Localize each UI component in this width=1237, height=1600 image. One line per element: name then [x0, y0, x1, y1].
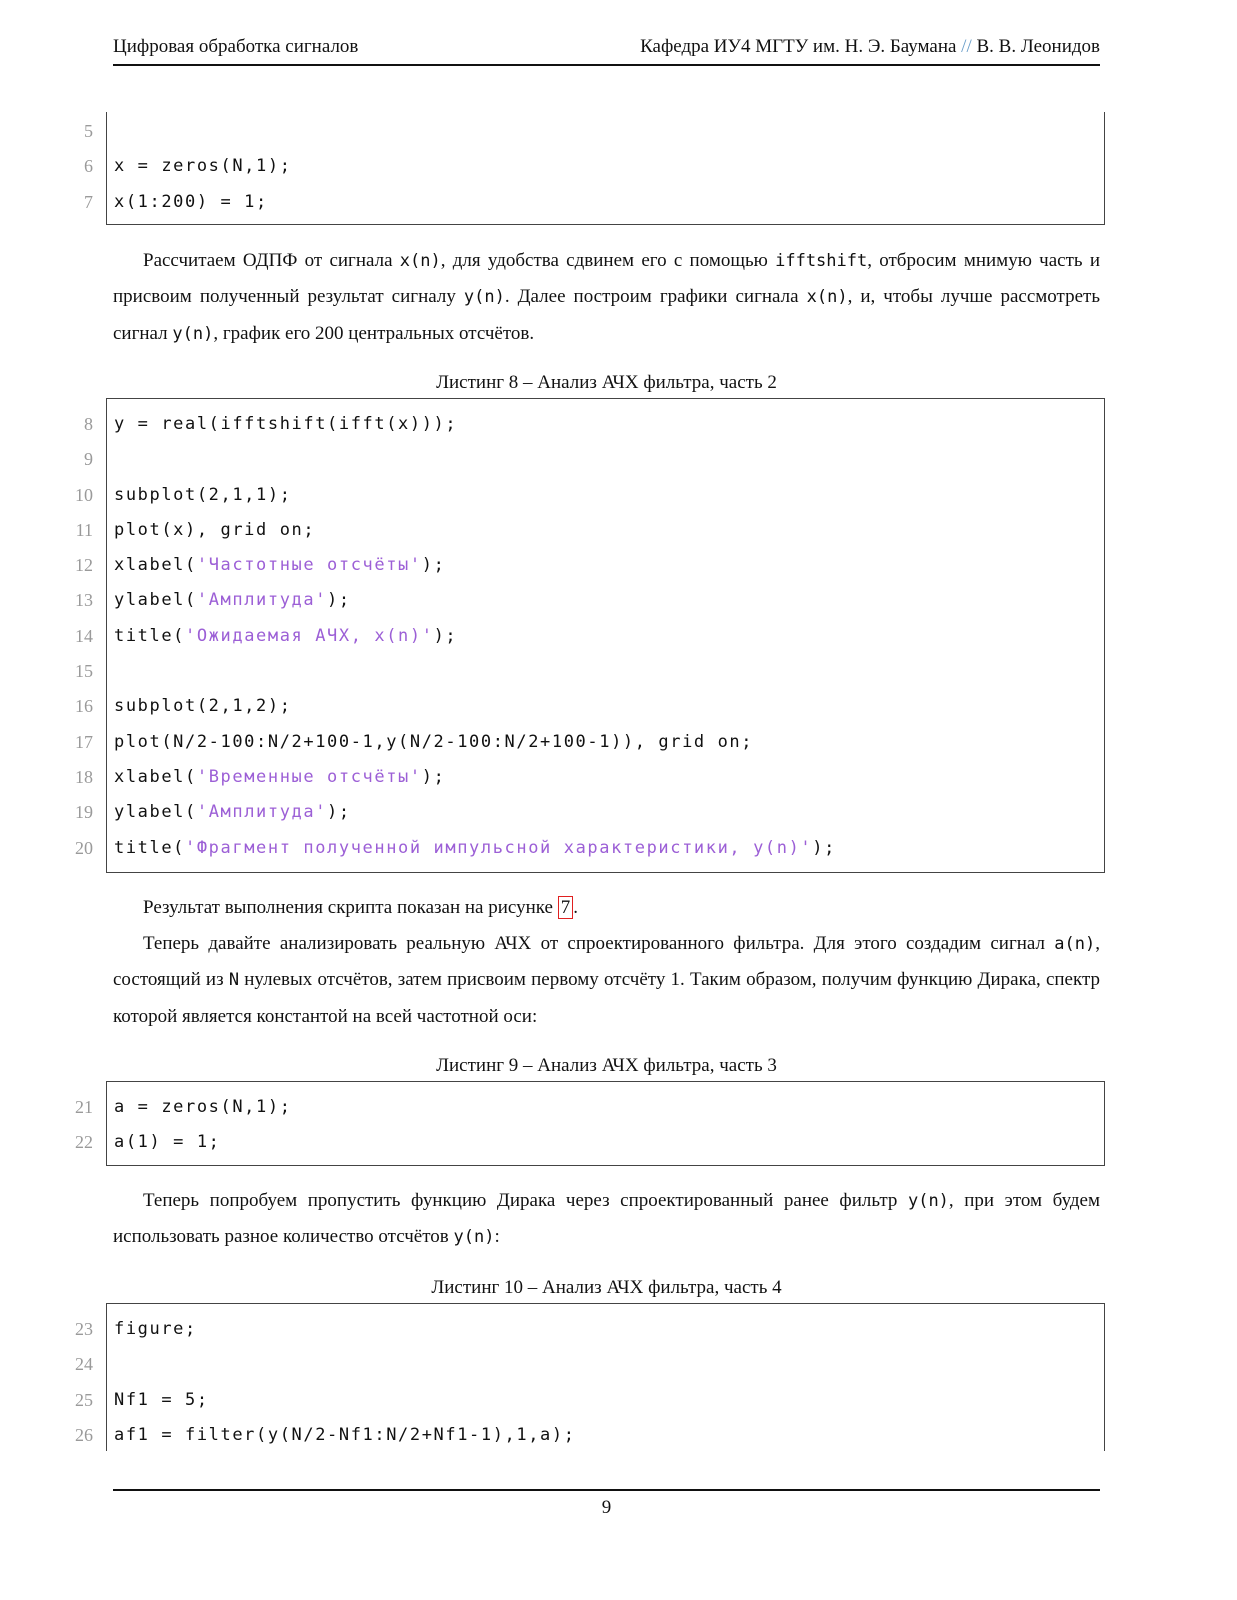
code-line: [75, 689, 1104, 724]
code-line: [75, 1418, 1104, 1453]
code-line: [84, 185, 1104, 220]
line-number: 15: [75, 661, 93, 682]
string-literal: 'Ожидаемая АЧХ, x(n)': [185, 625, 434, 646]
code-listing-8: [75, 398, 1105, 873]
paragraph-odpf: Рассчитаем ОДПФ от сигнала x(n), для удобства сдвинем его с помощью ifftshift, отбросим мнимую часть и присвоим полученный результат сигналу y(n). Далее построим графики сигнала x(n), и, чтобы лучше рассмотреть сигнал y(n), график его 200 центральных отсчётов.: [113, 250, 1100, 344]
line-number: 25: [75, 1389, 93, 1410]
code-listing-continued: [84, 112, 1105, 225]
line-number: 21: [75, 1097, 93, 1117]
code-line: [75, 1312, 1104, 1347]
code-line: [75, 548, 1104, 583]
line-number: 9: [84, 449, 93, 470]
line-number: 11: [75, 519, 93, 540]
code-text: figure;: [114, 1319, 197, 1339]
code-line: [75, 478, 1104, 513]
code-line: [75, 831, 1104, 866]
paragraph-result: Результат выполнения скрипта показан на рисунке 7 .: [143, 897, 578, 918]
line-number: 12: [75, 555, 93, 576]
code-text: af1 = filter(y(N/2-Nf1:N/2+Nf1-1),1,a);: [114, 1424, 576, 1445]
line-number: 23: [75, 1319, 93, 1339]
line-number: 20: [75, 837, 93, 858]
code-text: x(1:200) = 1;: [114, 191, 268, 212]
line-number: 13: [75, 590, 93, 611]
code-listing-9: [75, 1081, 1105, 1166]
code-text: a = zeros(N,1);: [114, 1097, 292, 1117]
line-number: 18: [75, 766, 93, 787]
line-number: 26: [75, 1424, 93, 1445]
code-line: [84, 149, 1104, 184]
code-line: [75, 583, 1104, 618]
listing-8-caption: Листинг 8 – Анализ АЧХ фильтра, часть 2: [436, 372, 777, 393]
code-text: subplot(2,1,1);: [114, 484, 292, 505]
code-line: [84, 442, 1104, 477]
line-number: 22: [75, 1132, 93, 1153]
line-number: 16: [75, 696, 93, 717]
code-listing-10: [75, 1303, 1105, 1451]
code-line: [84, 114, 1104, 149]
code-line: [75, 725, 1104, 760]
code-line: [75, 1383, 1104, 1418]
line-number: 8: [84, 414, 93, 434]
code-text: ylabel('Амплитуда');: [114, 802, 351, 823]
code-line: [75, 1125, 1104, 1160]
string-literal: 'Фрагмент полученной импульсной характеристики, y(n)': [185, 837, 813, 858]
line-number: 19: [75, 802, 93, 823]
header-course-title: Цифровая обработка сигналов: [113, 36, 359, 57]
header-author-name: В. В. Леонидов: [971, 36, 1100, 57]
listing-10-caption: Листинг 10 – Анализ АЧХ фильтра, часть 4: [431, 1277, 782, 1298]
code-line: [75, 654, 1104, 689]
line-number: 24: [75, 1354, 93, 1375]
line-number: 10: [75, 484, 93, 505]
code-line: [75, 1347, 1104, 1382]
string-literal: 'Частотные отсчёты': [196, 555, 422, 576]
header-separator: //: [961, 36, 972, 57]
code-line: [75, 513, 1104, 548]
figure-reference-link[interactable]: 7: [558, 896, 574, 919]
code-text: ylabel('Амплитуда');: [114, 590, 351, 611]
code-line: [75, 619, 1104, 654]
code-text: xlabel('Частотные отсчёты');: [114, 555, 446, 576]
code-line: [84, 407, 1104, 442]
paragraph-filter: Теперь попробуем пропустить функцию Дирака через спроектированный ранее фильтр y(n), при этом будем использовать разное количество отсчётов y(n):: [113, 1190, 1101, 1248]
line-number: 17: [75, 731, 93, 752]
code-text: x = zeros(N,1);: [114, 156, 292, 177]
code-line: [75, 1090, 1104, 1125]
line-number: 6: [84, 156, 93, 177]
code-text: xlabel('Временные отсчёты');: [114, 766, 446, 787]
string-literal: 'Амплитуда': [196, 802, 328, 823]
running-header: [113, 36, 1100, 66]
header-author: [640, 36, 1100, 58]
code-text: plot(x), grid on;: [114, 519, 316, 540]
code-text: title('Ожидаемая АЧХ, x(n)');: [114, 625, 458, 646]
code-line: [75, 795, 1104, 830]
code-text: title('Фрагмент полученной импульсной характеристики, y(n)');: [114, 837, 836, 858]
code-text: a(1) = 1;: [114, 1132, 221, 1153]
header-department: Кафедра ИУ4 МГТУ им. Н. Э. Баумана: [640, 36, 962, 57]
code-text: Nf1 = 5;: [114, 1389, 209, 1410]
code-line: [75, 760, 1104, 795]
listing-9-caption: Листинг 9 – Анализ АЧХ фильтра, часть 3: [436, 1055, 777, 1076]
code-text: plot(N/2-100:N/2+100-1,y(N/2-100:N/2+100-1)), grid on;: [114, 731, 754, 752]
line-number: 14: [75, 625, 93, 646]
line-number: 7: [84, 191, 93, 212]
paragraph-dirac: Теперь давайте анализировать реальную АЧХ от спроектированного фильтра. Для этого создадим сигнал a(n), состоящий из N нулевых отсчётов, затем присвоим первому отсчёту 1. Таким образом, получим функцию Дирака, спектр которой является константой на всей частотной оси:: [113, 933, 1100, 1027]
code-text: y = real(ifftshift(ifft(x)));: [114, 414, 458, 434]
footer-rule: [113, 1489, 1100, 1491]
code-text: subplot(2,1,2);: [114, 696, 292, 717]
page-number: 9: [601, 1497, 612, 1518]
line-number: 5: [84, 121, 93, 141]
string-literal: 'Амплитуда': [196, 590, 328, 611]
string-literal: 'Временные отсчёты': [196, 766, 422, 787]
